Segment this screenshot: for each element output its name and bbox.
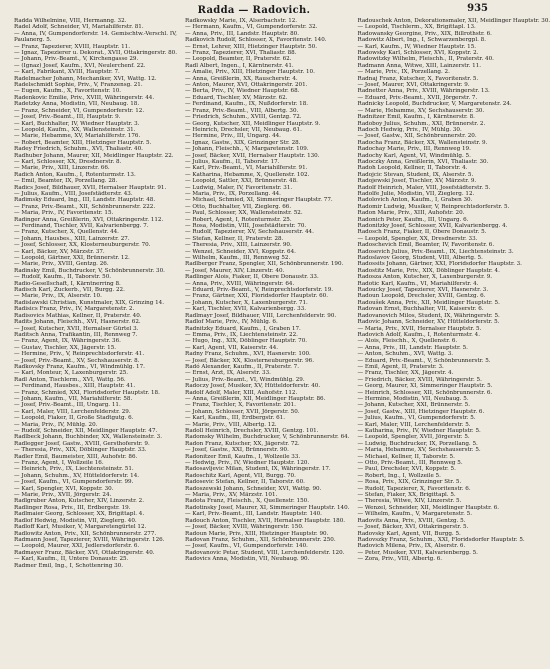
directory-entry: — Robert, Agent, I, Rotenturmstr. 25. (184, 216, 292, 223)
directory-entry: — Johann, Kutscher, XXI, Brünnerstr. 5. (357, 402, 470, 409)
directory-entry: — Josef, Bäcker, XVII, Hernalser Hauptstr. 130. (184, 152, 320, 159)
directory-entry: — Josef, Maurer, XVI, Ottakringerstr. 9. (357, 82, 470, 89)
directory-entry: — Anton, Maurer, XVI, Ottakringerstr. 201. (184, 82, 308, 89)
directory-entry: — Josef, Kaufm., VI, Gumpendorferstr. 99. (14, 479, 134, 486)
directory-entry: Radich Anton, Kaufm., I, Rotenturmstr. 13. (14, 171, 136, 178)
directory-entry: Radocha Franz, Bäcker, XX, Wallensteinstr. 9. (357, 139, 488, 146)
directory-entry: Radlof Marie, Priv., IV, Mühlg. 6. (184, 319, 278, 326)
directory-entry: — Karl, Kaufm., III, Erdbergstr. 61. (184, 415, 286, 422)
column-3 (358, 18, 550, 665)
directory-entry: — Wilhelm, Kaufm., III, Rennweg 52. (184, 255, 291, 262)
directory-entry: — Ignaz, Gastw., XIX, Grinzinger Str. 28. (184, 139, 301, 146)
directory-entry: — Georg, Maurer, XI, Simmeringer Hauptstr. 5. (357, 383, 493, 390)
directory-entry: — Leopold, Fiaker, II, Große Stadtgutg. 6. (14, 415, 134, 422)
directory-entry: Radlgruber Anton, Kutscher, XIV, Linzerstr. 2. (14, 498, 145, 505)
directory-entry: Radowansky Georgine, Priv., XIX, Billrothstr. 6. (357, 30, 492, 37)
directory-entry: — Leopold, Spengler, XVII, Jörgerstr. 5. (357, 434, 470, 441)
directory-entry: Radoun Marie, Priv., XIII, Hietzinger Hauptstr. 90. (184, 530, 329, 537)
directory-entry: — Franz, Tischler, XX, Jägerstr. 4. (357, 370, 454, 377)
directory-entry: — Rudolf, Tapezierer, X, Favoritenstr. 6. (357, 485, 471, 492)
directory-entry: — Alois, Fleischh., X, Quellenstr. 6. (357, 338, 458, 345)
directory-entry: Radisovics Mathias, Kellner, II, Praterstr. 40. (14, 312, 142, 319)
directory-entry: — Eduard, Priv.-Beamt., V, Schönbrunnerstr. 5. (357, 357, 491, 364)
directory-entry: — Rudolf, Tapezierer, XV, Sechshauserstr. 44. (184, 229, 314, 236)
directory-entry: — Karl, Bäcker, XV, Märzstr. 37. (14, 248, 105, 255)
directory-entry: Radelschmidt Sophie, Priv., V, Franzensg. 21. (14, 82, 143, 89)
directory-entry: — Otto, Buchhalter, VII, Zieglerg. 66. (184, 203, 292, 210)
directory-entry: Radojcic Stevan, Student, IX, Alserstr. 5. (357, 171, 474, 178)
directory-entry: Radhuber Johann, Maurer, XII, Meidlinger Hauptstr. 22. (14, 152, 174, 159)
directory-entry: Radonitzky Josef, Schlosser, XVII, Kalvarienbergg. 4. (357, 223, 508, 229)
directory-entry: — Maria, Priv., IX, Porzellang. 44. (184, 190, 281, 197)
directory-entry: — Hermine, Priv., V, Reinprechtsdorferstr. 41. (14, 351, 145, 358)
directory-entry: — Eugen, Kaufm., X, Favoritenstr. 10. (14, 88, 122, 95)
directory-entry: Radel Adolf, Schneider, VI, Mariahilferstr. 81. (14, 24, 144, 31)
directory-entry: Radolf Adolf, Maler, XIII, Auhofstr. 112. (184, 389, 298, 396)
directory-entry: Radomsky Wilhelm, Buchdrucker, V, Schönbrunnerstr. 64. (184, 434, 350, 441)
directory-entry: — Karl, Spengler, XVI, Koppstr. 30. (14, 485, 114, 492)
directory-entry: Radnetter Anna, Priv., XVIII, Währingerstr. 13. (357, 88, 490, 95)
directory-entry: Radota Franz, Fleischh., X, Quellenstr. 150. (184, 498, 309, 505)
directory-entry: Radovszky Franz, Schuhm., XXI, Floridsdorfer Hauptstr. 5. (357, 536, 525, 543)
directory-entry: Radda Wilhelmine, VIII, Hermanng. 32. (14, 18, 127, 24)
directory-entry: — Franz, Kutscher, X, Quellenstr. 44. (14, 229, 119, 236)
directory-entry: — Karl, Priv.-Beamt., VI, Mariahilferstr. 91. (184, 165, 308, 172)
directory-entry: — Josef, Priv.-Beamt., XV, Sechshauserstr. 8. (14, 357, 140, 364)
directory-entry: Radkowsky Marie, IX, Alserbachstr. 12. (184, 18, 298, 24)
directory-entry: — Amalie, Priv., XIII, Hietzinger Hauptstr. 10. (184, 69, 315, 76)
directory-entry: — Stefan, Kellner, II, Praterstr. 28. (184, 235, 284, 242)
directory-entry: Radovan Ernst, Buchhalter, VII, Kaiserstr. 6. (357, 306, 484, 313)
directory-entry: Radonich Peter, Kaufm., III, Ungarg. 6. (357, 216, 469, 223)
directory-entry: — Johann, Hausbes., XIII, Lainzerstr. 27. (14, 235, 130, 242)
directory-entry: — Berta, Priv., IV, Wiedner Hauptstr. 68. (184, 88, 300, 95)
directory-entry: — Stefan, Fiaker, XX, Brigittapl. 5. (357, 492, 456, 499)
directory-entry: — Franz, Schneider, VI, Gumpendorferstr. 12. (14, 107, 145, 114)
directory-entry: — Heinrich, Schlosser, XII, Schönbrunnerstr. 6. (357, 389, 493, 396)
directory-entry: — (Ignaz) Josef, Kaufm., XVI, Neulerchenf. 22. (14, 62, 146, 69)
page-header (14, 3, 494, 17)
directory-entry: Radkovsky Franz, Kaufm., VI, Windmühlg. 17. (14, 363, 145, 370)
directory-entry: Radó Alexander, Kaufm., II, Praterstr. 7. (184, 363, 299, 370)
directory-entry: Radotic Karl, Kaufm., VI, Mariahilferstr. 4. (357, 280, 479, 287)
directory-entry: — Josef, Gastw., XXI, Brünnerstr. 90. (184, 447, 289, 454)
directory-entry: — Franz, Tapezierer, XVI, Thaliastr. 88. (184, 50, 297, 57)
directory-entry: Radonitzer Emil, Kaufm., I, Wollzeile 33. (184, 453, 301, 460)
directory-entry: Radolfe Julie, Modistin, VII, Zieglerg. 12. (357, 190, 475, 197)
directory-entry: — Eduard, Priv.-Beamt., V, Reinprechtsdorferstr. 19. (184, 287, 334, 294)
directory-entry: — Johann, Schlosser, XVII, Jörgerstr. 50. (184, 408, 300, 415)
directory-entry: Radovan Franz, Schuhm., XII, Schönbrunnerstr. 250. (184, 536, 336, 543)
directory-entry: Radmann Josef, Tapezierer, XVIII, Währingerstr. 126. (14, 536, 165, 543)
directory-entry: — Ludwig, Maler, IV, Favoritenstr. 31. (184, 184, 293, 191)
directory-entry: — Karl, Maler, VIII, Lerchenfelderstr. 5. (357, 421, 471, 428)
directory-entry: — Eduard, Priv.-Beamt., XVII, Jörgerstr. 7. (357, 94, 478, 101)
directory-entry: — Hermann, Kaufm., VI, Gumpendorferstr. 32. (184, 24, 318, 31)
directory-entry: — Wilhelm, Kaufm., V, Margaretenstr. 5. (357, 511, 472, 518)
directory-entry: Radoun Leopold, Drechsler, XVIII, Gentzg. 6. (357, 293, 486, 300)
directory-entry: Radlmayr Josef, Bildhauer, VIII, Lerchenfelderstr. 90. (184, 312, 337, 319)
directory-entry: — Maria, Priv., IV, Favoritenstr. 15. (14, 210, 114, 217)
directory-entry: Radowitz Albert, Ing., I, Schwarzenbergpl. 8. (357, 37, 486, 44)
directory-entry: Radoschitz Karl, Agent, VII, Burgg. 70. (184, 472, 296, 479)
directory-entry: Radkovich Rudolf, Schlosser, X, Favoritenstr. 140. (184, 37, 327, 44)
directory-entry: — Marie, Priv., IX, Alserstr. 10. (14, 293, 102, 300)
directory-entry: — Emil, Beamter, IX, Porzellang. 28. (14, 178, 118, 185)
directory-entry: Radon Marie, Priv., XIII, Auhofstr. 20. (357, 210, 465, 217)
directory-entry: — Josef, Kutscher, XVII, Hernalser Gürtel 3. (14, 325, 139, 332)
directory-entry: Radl Albert, Ingen., I, Kärntnerstr. 41. (184, 62, 294, 69)
directory-entry: Radoczky Anna, Greißlerin, XVI, Thaliastr. 30. (357, 158, 489, 165)
directory-entry: — Hedwig, Priv., IV, Wiedner Hauptstr. 120. (184, 460, 310, 467)
directory-entry: Radisics Franz, Priv., IV, Margaretenstr. 2. (14, 306, 135, 313)
directory-entry: — Ernst, Arzt, IX, Alserstr. 33. (184, 370, 271, 377)
directory-entry: — Karl, Schlosser, XX, Dresdnerstr. 8. (14, 158, 122, 165)
directory-entry: — Karl, Fabrikant, XVIII, Hauptstr. 7. (14, 69, 120, 76)
directory-entry: Radetzky Anna, Modistin, VII, Neubaug. 18. (14, 101, 140, 108)
directory-entry: — Theresia, Priv., XIX, Döblinger Hauptstr. 33. (14, 447, 147, 454)
directory-entry: — Rosa, Priv., XIX, Grinzinger Str. 5. (357, 479, 462, 486)
directory-entry: — Josef, Kaufm., VI, Gumpendorferstr. 140. (184, 543, 308, 550)
directory-entry: Radovanovich Milos, Student, IX, Währingerstr. 5. (357, 312, 500, 319)
directory-entry: Radoszewski Johann, Schneider, XVI, Wattg. 90. (184, 485, 322, 492)
directory-entry: — Franz, Tapezierer, XVIII, Hauptstr. 11. (14, 43, 131, 50)
directory-entry: Radowsky Karl, Schlosser, XVI, Koppstr. 2. (357, 50, 479, 57)
directory-entry: — Emma, Priv., IX, Liechtensteinstr. 22. (184, 331, 298, 338)
directory-entry: — Ludwig, Buchdrucker, IX, Porzellang. 5. (357, 440, 478, 447)
directory-entry: Radoslavov Georg, Student, VIII, Albertg. 5. (357, 255, 483, 262)
directory-entry: Radnaj Franz, Kutscher, X, Favoritenstr. 5. (357, 75, 479, 82)
directory-entry: — Marie, Priv., VIII, Albertg. 12. (184, 421, 277, 428)
directory-entry: Radochay Marie, Priv., III, Rennweg 19. (357, 146, 471, 153)
directory-entry: — Leopold, Gärtner, XXI, Brünnerstr. 12. (14, 255, 130, 262)
directory-entry: — Julius, Kaufm., VI, Gumpendorferstr. 5. (357, 415, 476, 422)
directory-entry: Radosza Anton, Kutscher, X, Laxenburgerstr. 9. (357, 274, 493, 281)
directory-entry: — Karl, Agent, VII, Kaiserstr. 44. (184, 344, 279, 351)
directory-entry: Radoch Hedwig, Priv., IV, Mühlg. 30. (357, 126, 462, 133)
directory-entry: — Johann, Priv.-Beamt., V, Kirchengasse 29. (14, 56, 139, 63)
directory-entry: — Hermine, Modistin, VII, Neubaug. 5. (357, 395, 469, 402)
directory-entry: Raditsch Anna, Trafikantin, III, Rennweg 7. (14, 331, 138, 338)
directory-entry: Radosavljevic Milan, Student, IX, Währingerstr. 17. (184, 466, 331, 473)
directory-entry: — Johann, Kaufm., VII, Mariahilferstr. 58. (14, 395, 133, 402)
directory-entry: Radovich Milena, Priv., IX, Alserstr. 6. (357, 543, 466, 550)
directory-entry: — Anna, Priv., XVIII, Währingerstr. 64. (184, 280, 295, 287)
directory-entry: — Wenzel, Schneider, XII, Meidlinger Hauptstr. 6. (357, 504, 500, 511)
directory-entry: — Katharina, Priv., IV, Wiedner Hauptstr. 5. (357, 428, 481, 434)
directory-entry: — Maria, Priv., IV, Mühlg. 20. (14, 421, 98, 428)
directory-entry: Radislawski Christian, Kunstmaler, XIX, Grinzing 14. (14, 299, 164, 306)
directory-entry: — Georg, Kutscher, XII, Meidlinger Hauptstr. 9. (184, 120, 321, 127)
directory-entry: — Anna, Greißlerin, XII, Meidlinger Hauptstr. 86. (184, 395, 326, 402)
directory-entry: — Emil, Agent, II, Praterstr. 3. (357, 363, 444, 370)
column-2 (185, 18, 350, 665)
directory-entry: — Franz, Agent, IX, Währingerstr. 36. (14, 338, 121, 345)
directory-entry: Radloff Karl, Musiker, V, Margaretengürtel 12. (14, 524, 147, 531)
directory-entry: — Franz, Priv.-Beamt., VIII, Albertg. 30. (184, 107, 299, 114)
directory-entry: — Maria, Priv., XV, Märzstr. 101. (184, 492, 278, 499)
directory-entry: Radlinger Alois, Fiaker, II, Obere Donaustr. 33. (184, 274, 319, 281)
directory-entry: — Leopold, Kaufm., XX, Wallensteinstr. 31. (14, 126, 136, 133)
directory-entry: Radovits Anna, Priv., XVIII, Gentzg. 5. (357, 517, 466, 524)
directory-entry: — Theresia, Witwe, XIV, Linzerstr. 5. (357, 498, 462, 505)
directory-entry: — Julius, Kaufm., VIII, Josefstädterstr. 43. (14, 190, 133, 197)
directory-entry: — Leopold, Sattler, XXI, Brünnerstr. 48. (184, 178, 298, 185)
directory-entry: Radio-Gesellschaft, I, Kärntnerring 8. (14, 280, 121, 287)
directory-entry: — Josef, Priv.-Beamt., III, Hauptstr. 9. (14, 114, 121, 121)
directory-entry: — Ignaz, Tapezierer u. Dekorat., XVII, Ottakringerstr. 80. (14, 50, 177, 57)
directory-entry: — Wenzel, Schneider, XVI, Koppstr. 64. (184, 248, 296, 255)
directory-entry: Radovich Adolf, Kaufm., I, Rotenturmstr. 4. (357, 331, 481, 338)
directory-entry: — Heinrich, Drechsler, VII, Neubaug. 61. (184, 126, 302, 133)
directory-entry: — Eduard, Tischler, XV, Märzstr. 62. (184, 94, 288, 101)
directory-entry: — Ferdinand, Hausbes., XIII, Hauptstr. 41. (14, 383, 136, 390)
directory-entry: — Franz, Gärtner, XXI, Floridsdorfer Hauptstr. 60. (184, 293, 329, 300)
directory-entry: Radoušek Anna, Priv., XII, Meidlinger Hauptstr. 5. (357, 299, 500, 306)
directory-entry: — Leopold, Beamter, II, Praterstr. 62. (184, 56, 292, 63)
directory-entry: Radouch Anton, Tischler, XVII, Hernalser Hauptstr. 180. (184, 517, 346, 524)
directory-entry: — Gustav, Tischler, XX, Jägerstr. 15. (14, 344, 117, 351)
directory-entry: — Marie, Hebamme, XV, Mariahilferstr. 176. (14, 133, 141, 140)
directory-entry: — Johann, Kutscher, X, Laxenburgerstr. 71. (184, 299, 308, 306)
directory-entry: — Maria, Priv., XVII, Hernalser Hauptstr. 5. (357, 325, 482, 332)
directory-entry: Radolf Heinrich, Maler, VIII, Josefstädterstr. 5. (357, 184, 491, 191)
directory-entry: — Katharina, Hebamme, X, Quellenstr. 102. (184, 171, 310, 178)
running-head: Radda — Radovich. (197, 4, 311, 16)
directory-entry: — Maria, Hebamme, XV, Sechshauserstr. 5. (357, 447, 481, 454)
directory-entry: Radovanovic Petar, Student, VIII, Lerchenfelderstr. 120. (184, 549, 345, 556)
directory-entry: Radnitzer Emil, Kaufm., I, Kärntnerstr. 8. (357, 114, 475, 121)
directory-entry: — Marie, Hebamme, XV, Sechshauserstr. 30. (357, 107, 485, 114)
directory-entry: — Josef, Priv.-Beamt., III, Ungarg. 11. (14, 402, 121, 409)
directory-entry: — Franz, Priv.-Beamt., XII, Schönbrunnerstr. 222. (14, 203, 156, 210)
directory-entry: — Marie, Priv., XIII, Linzerstr. 66. (14, 165, 110, 172)
directory-entry: Radoll Heinrich, Drechsler, XVIII, Gentzg. 101. (184, 428, 319, 434)
directory-entry: — Rudolf, Schneider, XII, Meidlinger Hauptstr. 47. (14, 428, 158, 434)
directory-entry: Radnicky Leopold, Buchdrucker, V, Margaretenstr. 24. (357, 101, 512, 108)
directory-entry: — Hugo, Ing., XIX, Döblinger Hauptstr. 70. (184, 338, 308, 345)
directory-entry: Radoh Leopold, Kellner, II, Taborstr. 4. (357, 165, 468, 172)
directory-entry: Radlegger Josef, Gastw., XVIII, Gersthoferstr. 9. (14, 440, 150, 447)
directory-entry: — Anna, IV, Gumpendorferstr. 14. Gemischtw.-Verschl. IV, (14, 30, 177, 37)
directory-entry: — Anna, Priv., III, Landstr. Hauptstr. 5. (357, 344, 468, 351)
directory-entry: Radosch Franz, Fiaker, II, Obere Donaustr. 5. (357, 229, 487, 236)
directory-entry: Radovic Johann, Schneider, XV, Hütteldorferstr. 5. (357, 319, 500, 326)
directory-entry: Radimsky Eduard, Ing., III, Landstr. Hauptstr. 48. (14, 197, 156, 204)
directory-columns (14, 18, 550, 665)
directory-entry: — Karl, Kaufm., IV, Wiedner Hauptstr. 15. (357, 43, 477, 50)
directory-entry: — Anna, Greißlerin, XX, Rauscherstr. 4. (184, 75, 298, 82)
directory-entry: Radey Friedrich, Schuhm., XVI, Thaliastr. 40. (14, 146, 143, 153)
directory-entry: — Johann, Fleischh., V, Margaretenstr. 109. (184, 146, 309, 153)
directory-entry: Radosevic Stefan, Kellner, II, Taborstr. 60. (184, 479, 305, 486)
directory-entry: — Heinrich, Priv., IX, Liechtensteinstr. 51. (14, 466, 134, 473)
directory-entry: — Paul, Schlosser, XX, Wallensteinstr. 52. (184, 210, 303, 217)
directory-entry: Radl Anton, Tischlerm., XVI, Wattg. 56. (14, 376, 126, 383)
directory-entry: Radinger Anna, Greißlerin, XVI, Ottakringerstr. 112. (14, 216, 164, 223)
directory-entry: Radnitzky Eduard, Kaufm., I, Graben 17. (184, 325, 301, 332)
directory-entry: Radovics Anna, Modistin, VII, Neubaug. 90. (184, 556, 310, 563)
directory-entry: — Josef, Gastw., XIII, Hietzinger Hauptstr. 6. (357, 408, 485, 415)
directory-entry: Radojewski Josef, Tischler, XV, Märzstr. 9. (357, 178, 477, 185)
directory-entry: Radoschevich Emil, Beamter, IV, Favoritenstr. 6. (357, 242, 495, 249)
directory-entry: Radelmacher Johann, Mechaniker, XVI, Wattg. 12. (14, 75, 157, 82)
directory-entry: — Paul, Drechsler, XVI, Koppstr. 5. (357, 466, 456, 473)
directory-entry: Radlberger Franz, Spengler, XII, Schönbrunnerstr. 190. (184, 261, 344, 268)
directory-entry: Radlof Hedwig, Modistin, VII, Zieglerg. 40. (14, 517, 137, 524)
directory-entry: Radovsky Karl, Agent, VII, Burgg. 5. (357, 530, 461, 537)
directory-entry: — Ferdinand, Tischler, XVII, Kalvarienbergg. 7. (14, 223, 149, 229)
directory-entry: — Marie, Priv., IX, Porzellang. 2. (357, 69, 450, 76)
directory-entry: Radoboy Julius, Schuhm., XXI, Brünnerstr. 2. (357, 120, 486, 127)
directory-entry: — Josef, Schlosser, XX, Klosterneuburgerstr. 70. (14, 242, 151, 249)
directory-entry: — Josef, Bäcker, XVI, Ottakringerstr. 5. (357, 524, 469, 531)
directory-entry: — Marie, Priv., XVII, Jörgerstr. 24. (14, 492, 112, 499)
directory-entry: Radny Franz, Schuhm., XVI, Hasnerstr. 100. (184, 351, 311, 358)
directory-entry: Radotinsky Josef, Maurer, XI, Simmeringer Hauptstr. 140. (184, 504, 350, 511)
directory-entry: — Ferdinand, Kaufm., IX, Nußdorferstr. 18. (184, 101, 309, 108)
directory-entry: Radon Franz, Kutscher, XX, Jägerstr. 72. (184, 440, 300, 447)
directory-entry: Radowitzky Wilhelm, Fleischh., II, Praterstr. 40. (357, 56, 494, 63)
directory-entry: Radmer Emil, Ing., I, Schottenring 30. (14, 562, 124, 569)
directory-entry: Radoucky Josef, Tapezierer, XVI, Hasnerstr. 3. (357, 287, 489, 294)
directory-entry: — Karl, Tischler, XVII, Kalvarienbergg. 33. (184, 306, 307, 313)
page-number: 935 (467, 3, 488, 14)
directory-entry: — Franz, Schmied, XXI, Floridsdorfer Hauptstr. 18. (14, 389, 160, 396)
directory-entry: — Rosa, Modistin, VIII, Josefstädterstr. 70. (184, 223, 307, 229)
directory-entry: Radolovich Anton, Kaufm., I, Graben 30. (357, 197, 473, 204)
directory-entry: — Robert, Ing., I, Wollzeile 5. (357, 472, 441, 479)
directory-entry: — Karl, Monteur, X, Laxenburgerstr. 25. (14, 370, 129, 377)
directory-entry: — Ernst, Lehrer, XIII, Hietzinger Hauptstr. 50. (184, 43, 317, 50)
directory-entry: — Robert, Beamter, XIII, Hietzinger Hauptstr. 5. (14, 139, 152, 146)
directory-entry: — Michael, Schmied, XI, Simmeringer Hauptstr. 77. (184, 197, 333, 204)
directory-entry: — Franz, Agent, I, Wollzeile 16. (14, 460, 104, 467)
directory-entry: Radlbeck Johann, Buchbinder, XX, Wallensteinstr. 3. (14, 434, 162, 441)
directory-entry: — Franz, Tischler, X, Favoritenstr. 201. (184, 402, 296, 409)
directory-entry: — Theresia, Priv., XIII, Lainzerstr. 90. (184, 242, 292, 249)
directory-entry: — Anna, Priv., III, Landstr. Hauptstr. 80. (184, 30, 299, 37)
directory-entry: Radlowitz Anton, Priv., XII, Schönbrunnerstr. 277. (14, 530, 157, 537)
directory-entry: — Karl, Maler, VIII, Lerchenfelderstr. 29. (14, 408, 131, 415)
directory-entry: — Hermine, Priv., III, Ungarg. 44. (184, 133, 281, 140)
directory-entry: Radomir Ludwig, Musiker, V, Reinprechtsdorferstr. 5. (357, 203, 510, 210)
directory-entry: Radmayer Franz, Bäcker, XVI, Ottakringerstr. 40. (14, 549, 155, 556)
directory-entry: — Anton, Schuhm., XVI, Wattg. 3. (357, 351, 454, 358)
directory-entry: — Josef, Bäcker, XX, Klosterneuburgerstr. 96. (184, 357, 314, 364)
directory-entry: — Michael, Kellner, II, Taborstr. 5. (357, 453, 455, 460)
directory-entry: — Leopold, Spengler, XX, Dresdnerstr. 33. (357, 235, 478, 242)
directory-entry: Radouschek Anton, Dekorationsmaler, XII, Meidlinger Hauptstr. 30. (357, 18, 550, 24)
directory-entry: — Marie, Priv., XVIII, Gentzg. 26. (14, 261, 109, 268)
directory-entry: Radossits Johann, Gärtner, XXI, Floridsdorfer Hauptstr. 3. (357, 261, 522, 268)
directory-entry: — Rudolf, Kaufm., II, Taborstr. 50. (14, 274, 112, 281)
directory-entry: — Johann, Schuhm., XV, Hütteldorferstr. 14. (14, 472, 140, 479)
directory-entry: Radenkovic Emilie, Priv., XVIII, Währingerstr. 44. (14, 94, 155, 101)
directory-entry: — Julius, Kaufm., II, Taborstr. 17. (184, 158, 280, 165)
column-1 (14, 18, 177, 665)
directory-entry: — Leopold, Tischlerm., XX, Brigittapl. 13. (357, 24, 476, 31)
directory-entry: Radmann Anna, Witwe, XIII, Lainzerstr. 11. (357, 62, 482, 69)
directory-entry: Radinsky Emil, Buchdrucker, V, Schönbrunnerstr. 30. (14, 267, 165, 274)
directory-entry: — Karl, Priv.-Beamt., III, Landstr. Hauptstr. 140. (184, 511, 322, 518)
directory-entry: Radits Johann, Fleischh., XVI, Hasnerstr. 62. (14, 319, 141, 326)
directory-entry: — Friedrich, Schuhm., XVIII, Gentzg. 72. (184, 114, 302, 121)
directory-entry: Radlmaier Georg, Schlosser, XX, Brigittapl. 4. (14, 511, 145, 518)
directory-entry: Radostitz Marie, Priv., XIX, Döblinger Hauptstr. 4. (357, 267, 500, 274)
directory-entry: — Zora, Priv., VIII, Albertg. 6. (357, 556, 443, 563)
directory-entry: — Leopold, Maurer, XXI, Jedlersdorferstr. 6. (14, 543, 140, 550)
directory-entry: — Otto, Priv.-Beamt., III, Rennweg 5. (357, 460, 463, 467)
directory-entry: — Julius, Priv.-Beamt., VI, Windmühlg. 29. (184, 376, 305, 383)
directory-entry: Radics Josef, Bildhauer, XVII, Hernalser Hauptstr. 91. (14, 184, 167, 191)
directory-entry: Radosevich Julius, Priv.-Beamt., IX, Liechtensteinstr. 3. (357, 248, 514, 255)
directory-entry: Radler Emil, Baumeister, XIII, Auhofstr. 86. (14, 453, 138, 460)
directory-entry: — Josef, Maurer, XIV, Linzerstr. 40. (184, 267, 285, 274)
directory-entry: Radisch Karl, Zuckerb., VII, Burgg. 22. (14, 287, 125, 294)
directory-entry: Radlinger Rosa, Priv., III, Erdbergstr. 19. (14, 504, 131, 511)
directory-entry: — Josef, Gastw., XII, Schönbrunnerstr. 20. (357, 133, 477, 140)
directory-entry: Radochy Karl, Agent, VI, Windmühlg. 5. (357, 152, 471, 159)
directory-entry: Paulanerg. 5. (14, 37, 52, 44)
directory-entry: — Karl, Buchhalter, IV, Wiedner Hauptstr. 3. (14, 120, 140, 127)
directory-entry: Radoczy Josef, Musiker, XV, Hütteldorferstr. 40. (184, 383, 321, 390)
directory-entry: — Friedrich, Bäcker, XVIII, Währingerstr. 5. (357, 376, 482, 383)
directory-entry: — Peter, Musiker, XVII, Kalvarienbergg. 5. (357, 549, 478, 556)
directory-entry: — Karl, Kaufm., II, Untere Donaustr. 25. (14, 556, 129, 563)
directory-entry: — Josef, Bäcker, XVIII, Währingerstr. 150. (184, 524, 304, 531)
